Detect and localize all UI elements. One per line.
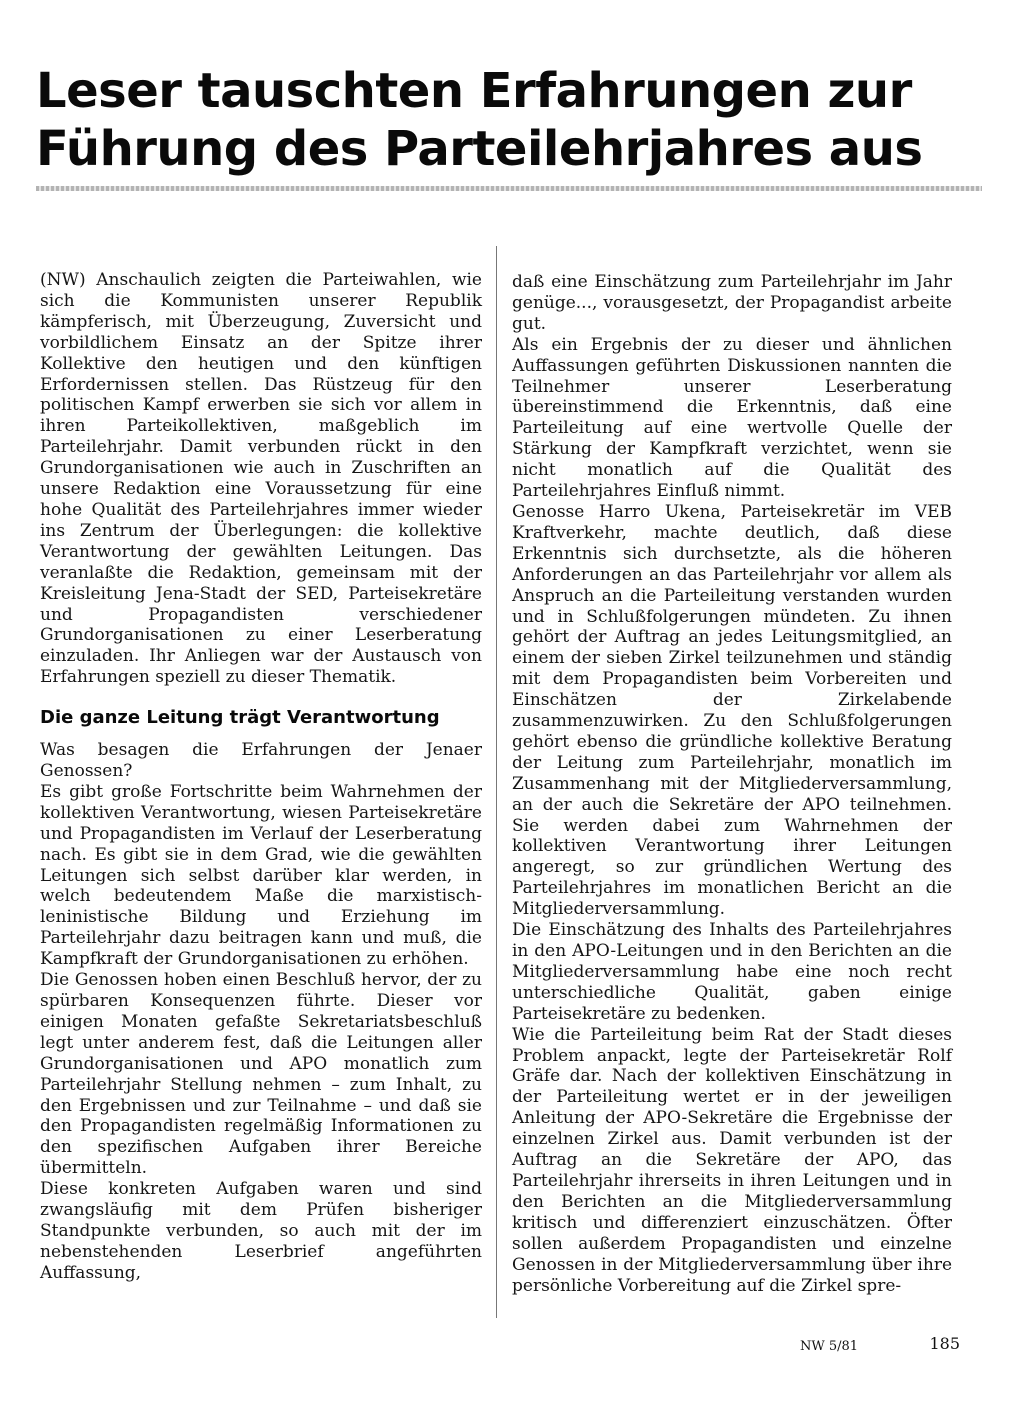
- paragraph: Genosse Harro Ukena, Parteisekretär im VEB Kraftverkehr, machte deutlich, daß diese Erkenntnis sich durchsetzte, als die höheren Anforderungen an das Parteilehrjahr vor allem als Anspruch an die Parteileitung verstanden wurden und in Schlußfolgerungen mündeten. Zu ihnen gehört der Auftrag an jedes Leitungsmitglied, an einem der sieben Zirkel teilzunehmen und ständig mit dem Propagandisten beim Vorbereiten und Einschätzen der Zirkelabende zusammenzuwirken. Zu den Schlußfolgerungen gehört ebenso die gründliche kollektive Beratung der Leitung zum Parteilehrjahr, monatlich im Zusammenhang mit der Mitgliederversammlung, an der auch die Sekretäre der APO teilnehmen. Sie werden dabei zum Wahrnehmen der kollektiven Verantwortung ihrer Leitungen angeregt, so zur gründlichen Wertung des Parteilehrjahres im monatlichen Bericht an die Mitgliederversammlung.: [512, 501, 952, 920]
- paragraph: Die Einschätzung des Inhalts des Parteilehrjahres in den APO-Leitungen und in den Berichten an die Mitgliederversammlung habe eine noch recht unterschiedliche Qualität, gaben einige Parteisekretäre zu bedenken.: [512, 920, 952, 1024]
- right-column: [512, 272, 952, 1296]
- headline-line-2: Führung des Parteilehrjahres aus: [36, 121, 923, 177]
- paragraph: daß eine Einschätzung zum Parteilehrjahr im Jahr genüge..., vorausgesetzt, der Propagandist arbeite gut.: [512, 272, 952, 334]
- left-column: [40, 270, 482, 1284]
- lead-paragraph: (NW) Anschaulich zeigten die Parteiwahlen, wie sich die Kommunisten unserer Republik kämpferisch, mit Überzeugung, Zuversicht und vorbildlichem Einsatz an der Spitze ihrer Kollektive den heutigen und den künftigen Erfordernissen stellen. Das Rüstzeug für den politischen Kampf erwerben sie sich vor allem in ihren Parteikollektiven, maßgeblich im Parteilehrjahr. Damit verbunden rückt in den Grundorganisationen wie auch in Zuschriften an unsere Redaktion eine Voraussetzung für eine hohe Qualität des Parteilehrjahres immer wieder ins Zentrum der Überlegungen: die kollektive Verantwortung der gewählten Leitungen. Das veranlaßte die Redaktion, gemeinsam mit der Kreisleitung Jena-Stadt der SED, Parteisekretäre und Propagandisten verschiedener Grundorganisationen zu einer Leserberatung einzuladen. Ihr Anliegen war der Austausch von Erfahrungen speziell zu dieser Thematik.: [40, 270, 482, 688]
- paragraph: Als ein Ergebnis der zu dieser und ähnlichen Auffassungen geführten Diskussionen nannten die Teilnehmer unserer Leserberatung übereinstimmend die Erkenntnis, daß eine Parteileitung auf eine wertvolle Quelle der Stärkung der Kampfkraft verzichtet, wenn sie nicht monatlich auf die Qualität des Parteilehrjahres Einfluß nimmt.: [512, 334, 952, 502]
- paragraph: Die Genossen hoben einen Beschluß hervor, der zu spürbaren Konsequenzen führte. Dieser vor einigen Monaten gefaßte Sekretariatsbeschluß legt unter anderem fest, daß die Leitungen aller Grundorganisationen und APO monatlich zum Parteilehrjahr Stellung nehmen – zum Inhalt, zu den Ergebnissen und zur Teilnahme – und daß sie den Propagandisten regelmäßig Informationen zu den spezifischen Aufgaben ihrer Bereiche übermitteln.: [40, 970, 482, 1179]
- column-divider: [496, 246, 497, 1318]
- paragraph: Es gibt große Fortschritte beim Wahrnehmen der kollektiven Verantwortung, wiesen Parteisekretäre und Propagandisten im Verlauf der Leserberatung nach. Es gibt sie in dem Grad, wie die gewählten Leitungen sich selbst darüber klar werden, in welch bedeutendem Maße die marxistisch-leninistische Bildung und Erziehung im Parteilehrjahr dazu beitragen kann und muß, die Kampfkraft der Grundorganisationen zu erhöhen.: [40, 781, 482, 970]
- paragraph: Diese konkreten Aufgaben waren und sind zwangsläufig mit dem Prüfen bisheriger Standpunkte verbunden, so auch mit der im nebenstehenden Leserbrief angeführten Auffassung,: [40, 1179, 482, 1283]
- paragraph: Wie die Parteileitung beim Rat der Stadt dieses Problem anpackt, legte der Parteisekretär Rolf Gräfe dar. Nach der kollektiven Einschätzung in der Parteileitung wertet er in der jeweiligen Anleitung der APO-Sekretäre die Ergebnisse der einzelnen Zirkel aus. Damit verbunden ist der Auftrag an die Sekretäre der APO, das Parteilehrjahr ihrerseits in ihren Leitungen und in den Berichten an die Mitgliederversammlung kritisch und differenziert einzuschätzen. Öfter sollen außerdem Propagandisten und einzelne Genossen in der Mitgliederversammlung über ihre persönliche Vorbereitung auf die Zirkel spre-: [512, 1024, 952, 1296]
- issue-number: NW 5/81: [800, 1339, 859, 1354]
- page-number: 185: [929, 1334, 960, 1353]
- headline-rule: [36, 186, 982, 191]
- article-headline: [36, 62, 996, 178]
- paragraph: Was besagen die Erfahrungen der Jenaer Genossen?: [40, 740, 482, 782]
- headline-line-1: Leser tauschten Erfahrungen zur: [36, 63, 912, 119]
- subheading: Die ganze Leitung trägt Verantwortung: [40, 707, 440, 729]
